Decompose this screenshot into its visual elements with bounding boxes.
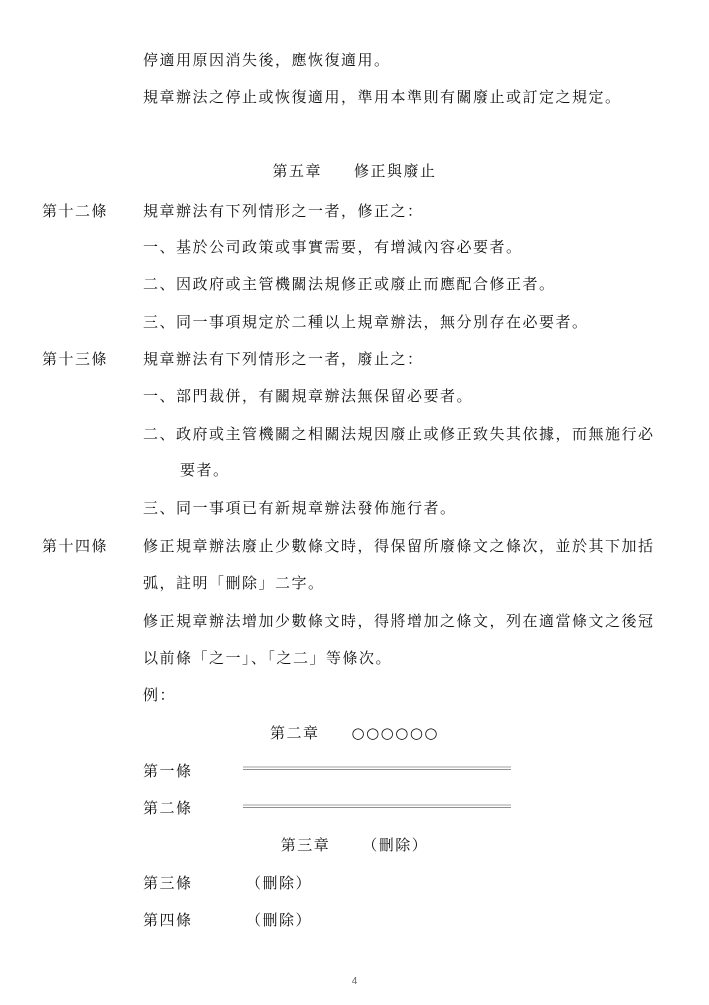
page-number: 4 (351, 976, 358, 987)
carryover-line-2: 規章辦法之停止或恢復適用，準用本準則有關廢止或訂定之規定。 (143, 88, 622, 106)
article-14-line-3: 修正規章辦法增加少數條文時，得將增加之條文，列在適當條文之後冠 (143, 612, 655, 630)
carryover-line-1: 停適用原因消失後，應恢復適用。 (143, 51, 391, 69)
example-article-4-label: 第四條 (143, 911, 193, 929)
article-13-item-2: 二、政府或主管機關之相關法規因廢止或修正致失其依據，而無施行必 (143, 425, 655, 443)
example-article-2-label: 第二條 (143, 799, 193, 817)
chapter-5-number: 第五章 (272, 162, 322, 180)
example-chapter-2-title: ○○○○○○ (351, 724, 440, 742)
example-article-1-placeholder-rule (243, 766, 511, 770)
article-14-line-2: 弧，註明「刪除」二字。 (143, 574, 325, 592)
example-chapter-3-heading (0, 835, 709, 855)
article-12-item-3: 三、同一事項規定於二種以上規章辦法，無分別存在必要者。 (143, 313, 589, 331)
article-12-label: 第十二條 (42, 202, 109, 220)
article-14-line-4: 以前條「之一」、「之二」等條次。 (143, 649, 393, 667)
article-14-example-label: 例： (143, 686, 177, 704)
article-13-item-2-cont: 要者。 (180, 461, 230, 479)
example-chapter-3-number: 第三章 (280, 836, 331, 854)
chapter-5-heading (0, 161, 709, 181)
article-12-item-2: 二、因政府或主管機關法規修正或廢止而應配合修正者。 (143, 275, 556, 293)
article-12-intro: 規章辦法有下列情形之一者，修正之： (143, 202, 424, 220)
example-article-3-value: （刪除） (246, 874, 313, 892)
article-14-line-1: 修正規章辦法廢止少數條文時，得保留所廢條文之條次，並於其下加括 (143, 537, 655, 555)
article-13-label: 第十三條 (42, 350, 109, 368)
example-chapter-3-title: （刪除） (362, 836, 429, 854)
example-chapter-2-heading (0, 723, 709, 743)
article-13-intro: 規章辦法有下列情形之一者，廢止之： (143, 350, 424, 368)
example-article-1-label: 第一條 (143, 762, 193, 780)
article-13-item-3: 三、同一事項已有新規章辦法發佈施行者。 (143, 499, 457, 517)
article-13-item-1: 一、部門裁併，有關規章辦法無保留必要者。 (143, 387, 474, 405)
article-14-label: 第十四條 (42, 537, 109, 555)
chapter-5-title: 修正與廢止 (354, 162, 437, 180)
article-12-item-1: 一、基於公司政策或事實需要，有增減內容必要者。 (143, 238, 523, 256)
example-chapter-2-number: 第二章 (269, 724, 320, 742)
example-article-2-placeholder-rule (243, 804, 511, 808)
example-article-4-value: （刪除） (246, 911, 313, 929)
example-article-3-label: 第三條 (143, 874, 193, 892)
